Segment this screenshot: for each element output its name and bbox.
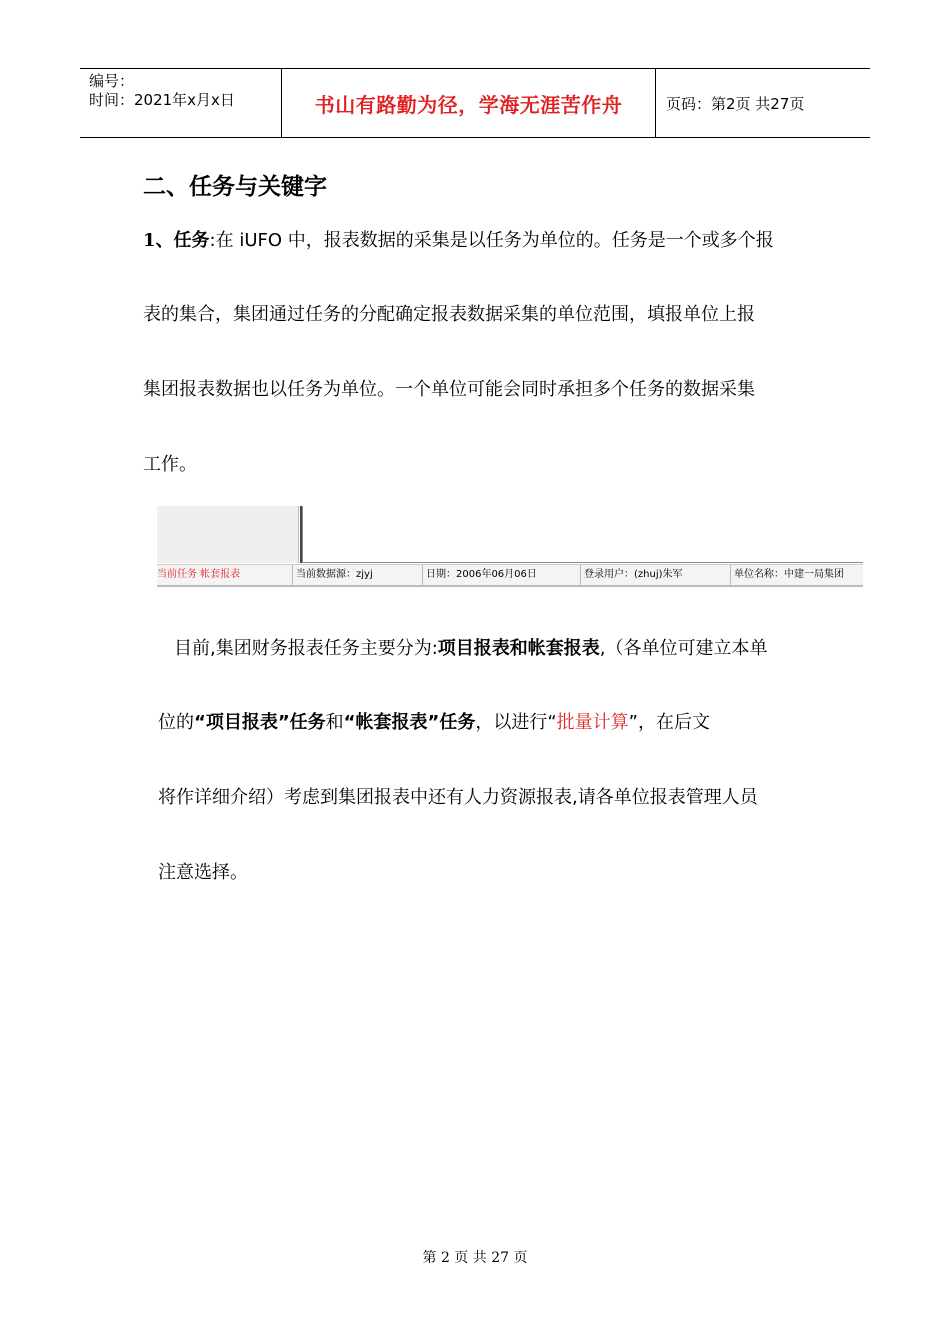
header-page-cell	[656, 69, 870, 137]
header-motto: 书山有路勤为径，学海无涯苦作舟	[314, 92, 623, 117]
header-time: 时间：2021年x月x日	[89, 91, 235, 109]
quote-open: “	[547, 712, 557, 733]
line-text: ,（各单位可建立本单	[599, 638, 768, 659]
paragraph-line: 集团报表数据也以任务为单位。一个单位可能会同时承担多个任务的数据采集	[143, 379, 755, 400]
paragraph-line: 工作。	[143, 454, 197, 475]
emphasis-report-types: 项目报表和帐套报表	[437, 638, 600, 659]
status-user: 登录用户：(zhuj)朱军	[580, 565, 730, 585]
status-current-task: 当前任务 帐套报表	[157, 569, 241, 580]
line-text: 目前,集团财务报表任务主要分为:	[174, 638, 438, 659]
emphasis-account-task: “帐套报表”任务	[343, 712, 476, 733]
line-text: :在 iUFO 中，报表数据的采集是以任务为单位的。任务是一个或多个报	[209, 230, 774, 251]
status-datasource: 当前数据源：zjyj	[292, 565, 422, 585]
page-footer: 第 2 页 共 27 页	[422, 1250, 528, 1266]
line-text: 和	[325, 712, 344, 733]
paragraph-line	[143, 228, 774, 254]
screenshot-divider-line	[303, 562, 863, 563]
screenshot-grey-panel	[157, 506, 298, 563]
line-text: ”，在后文	[628, 712, 710, 733]
paragraph-line: 将作详细介绍）考虑到集团报表中还有人力资源报表,请各单位报表管理人员	[158, 787, 758, 808]
status-unit: 单位名称：中建一局集团	[730, 565, 864, 585]
paragraph-line	[174, 636, 768, 662]
page-header	[80, 68, 870, 138]
header-meta	[80, 69, 282, 137]
header-motto-cell	[282, 69, 656, 137]
line-text: ，以进行	[475, 712, 548, 733]
embedded-screenshot	[157, 506, 863, 588]
header-page-number: 页码：第2页 共27页	[666, 94, 805, 113]
screenshot-splitter	[298, 506, 303, 563]
term-task: 任务	[173, 230, 210, 251]
status-bar	[157, 564, 863, 587]
header-number: 编号：	[89, 72, 135, 90]
paragraph-line: 注意选择。	[158, 862, 248, 883]
status-date: 日期：2006年06月06日	[422, 565, 579, 585]
emphasis-project-task: “项目报表”任务	[194, 712, 326, 733]
item-number: 1、	[143, 230, 174, 251]
line-text: 位的	[158, 712, 194, 733]
paragraph-line	[158, 710, 710, 736]
section-title: 二、任务与关键字	[143, 174, 327, 200]
emphasis-batch-calc: 批量计算	[556, 712, 629, 733]
paragraph-line: 表的集合，集团通过任务的分配确定报表数据采集的单位范围，填报单位上报	[143, 304, 755, 325]
